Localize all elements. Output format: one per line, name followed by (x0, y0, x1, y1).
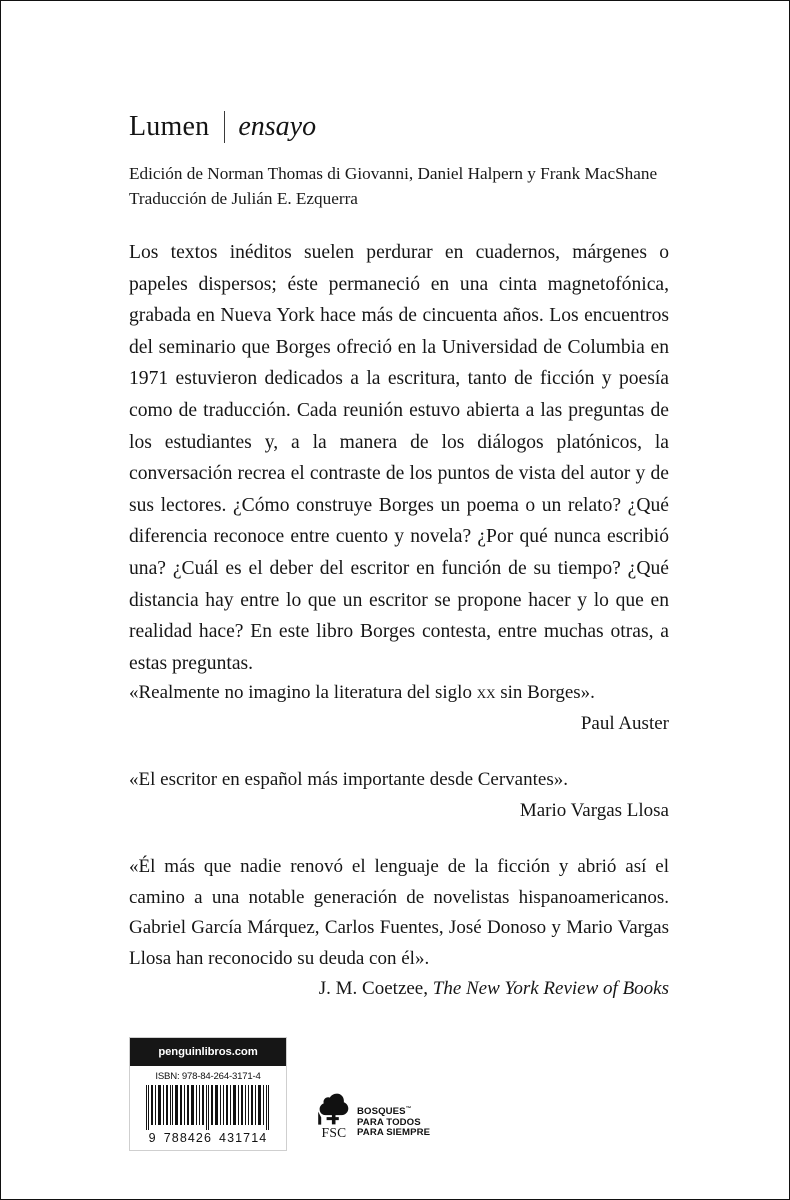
cover-footer (129, 1037, 669, 1157)
quote-block (129, 852, 669, 1005)
quote-text-before: «Realmente no imagino la literatura del siglo (129, 682, 477, 703)
barcode-block (129, 1037, 287, 1151)
imprint-name: Lumen (129, 111, 210, 142)
barcode-icon (146, 1085, 270, 1130)
quote-text-after: sin Borges». (495, 682, 595, 703)
quote-attribution-name: J. M. Coetzee, (318, 978, 428, 999)
imprint-masthead (129, 107, 316, 147)
vertical-rule-icon (224, 111, 225, 143)
translation-credit: Traducción de Julián E. Ezquerra (129, 189, 358, 208)
fsc-logo (317, 1093, 430, 1140)
fsc-slogan-text: BOSQUES (357, 1106, 406, 1118)
barcode-digit-group: 788426 (163, 1131, 213, 1145)
quote-block (129, 678, 669, 739)
isbn-label: ISBN: 978-84-264-3171-4 (155, 1071, 261, 1082)
publisher-website[interactable]: penguinlibros.com (130, 1038, 286, 1066)
trademark-icon: ™ (405, 1106, 412, 1113)
barcode-digit-group: 9 (148, 1131, 157, 1145)
quote-attribution-publication: The New York Review of Books (432, 978, 669, 999)
quote-text (129, 678, 669, 709)
fsc-mark-text: FSC (321, 1125, 347, 1140)
fsc-slogan (357, 1104, 430, 1140)
quote-text: «Él más que nadie renovó el lenguaje de la ficción y abrió así el camino a una notable generación de novelistas hispanoamericanos. Gabriel García Márquez, Carlos Fuentes, José Donoso y Mario Vargas Llosa han reconocido su deuda con él». (129, 856, 669, 969)
fsc-slogan-line-3: PARA SIEMPRE (357, 1127, 431, 1139)
quote-attribution: Paul Auster (580, 712, 669, 734)
quote-attribution: Mario Vargas Llosa (519, 799, 669, 821)
fsc-tree-checkmark-icon (317, 1093, 351, 1125)
fsc-mark-group (317, 1093, 351, 1140)
barcode-digits (130, 1131, 286, 1145)
credits-block (129, 161, 669, 211)
barcode-digit-group: 431714 (219, 1131, 268, 1145)
edition-credit: Edición de Norman Thomas di Giovanni, Daniel Halpern y Frank MacShane (129, 164, 658, 183)
quote-century-numeral: xx (476, 682, 496, 703)
quote-text: «El escritor en español más importante desde Cervantes». (129, 769, 568, 790)
blurb-paragraph: Los textos inéditos suelen perdurar en cuadernos, márgenes o papeles dispersos; éste permaneció en una cinta magnetofónica, grabada en Nueva York hace más de cincuenta años. Los encuentros del seminario que Borges ofreció en la Universidad de Columbia en 1971 estuvieron dedicados a la escritura, tanto de ficción y poesía como de traducción. Cada reunión estuvo abierta a las preguntas de los estudiantes y, a la manera de los diálogos platónicos, la conversación recrea el contraste de los puntos de vista del autor y de sus lectores. ¿Cómo construye Borges un poema o un relato? ¿Qué diferencia reconoce entre cuento y novela? ¿Por qué nunca escribió una? ¿Cuál es el deber del escritor en función de su tiempo? ¿Qué distancia hay entre lo que un escritor se propone hacer y lo que en realidad hace? En este libro Borges contesta, entre muchas otras, a estas preguntas. (129, 242, 669, 674)
collection-name: ensayo (238, 111, 317, 142)
quote-block (129, 765, 669, 826)
fsc-slogan-line-1 (357, 1104, 430, 1118)
fsc-slogan-line-2: PARA TODOS (357, 1116, 421, 1128)
quotes-section (129, 678, 669, 1005)
quote-attribution (129, 974, 669, 1005)
